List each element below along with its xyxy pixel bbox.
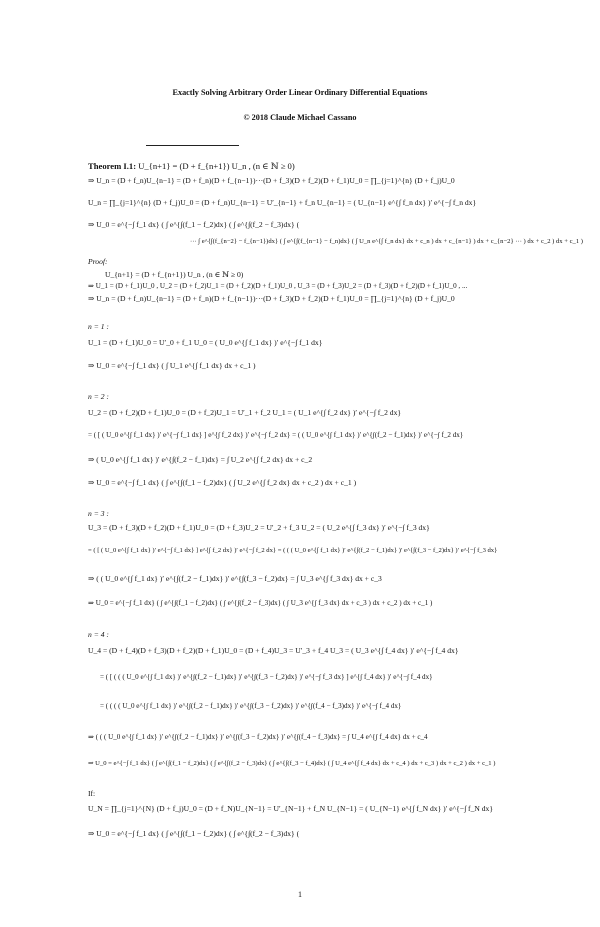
equation-line: ⇒ U_0 = e^{−∫ f_1 dx} ( ∫ e^{∫(f_1 − f_2)dx} ( ∫ e^{∫(f_2 − f_3)dx} ( ∫ U_3 e^{∫ f_3 dx} dx + c_3 ) dx + c_2 ) dx + c_1 ) xyxy=(88,599,433,607)
equation-line: ⇒ U_0 = e^{−∫ f_1 dx} ( ∫ e^{∫(f_1 − f_2)dx} ( ∫ e^{∫(f_2 − f_3)dx} ( ∫ e^{∫(f_3 − f_4)dx} ( ∫ U_4 e^{∫ f_4 dx} dx + c_4 ) dx + c_3 ) dx + c_2 ) dx + c_1 ) xyxy=(88,760,496,767)
equation-line: U_n = ∏_{j=1}^{n} (D + f_j)U_0 = (D + f_n)U_{n−1} = U′_{n−1} + f_n U_{n−1} = ( U_{n−1} e^{∫ f_n dx} )′ e^{−∫ f_n dx} xyxy=(88,198,477,207)
equation-line: = ( [ ( ( ( U_0 e^{∫ f_1 dx} )′ e^{∫(f_2 − f_1)dx} )′ e^{∫(f_3 − f_2)dx} )′ e^{−∫ f_3 dx} ] e^{∫ f_4 dx} )′ e^{−∫ f_4 dx} xyxy=(100,673,433,681)
equation-line: ⇒ U_0 = e^{−∫ f_1 dx} ( ∫ e^{∫(f_1 − f_2)dx} ( ∫ e^{∫(f_2 − f_3)dx} ( xyxy=(88,829,300,838)
author-line: © 2018 Claude Michael Cassano xyxy=(243,113,357,122)
equation-line: U_3 = (D + f_3)(D + f_2)(D + f_1)U_0 = (D + f_3)U_2 = U′_2 + f_3 U_2 = ( U_2 e^{∫ f_3 dx} )′ e^{−∫ f_3 dx} xyxy=(88,523,430,532)
theorem-label: Theorem I.1: xyxy=(88,161,137,171)
title-divider xyxy=(146,145,239,146)
equation-line: U_1 = (D + f_1)U_0 = U′_0 + f_1 U_0 = ( U_0 e^{∫ f_1 dx} )′ e^{−∫ f_1 dx} xyxy=(88,338,323,347)
equation-line: U_4 = (D + f_4)(D + f_3)(D + f_2)(D + f_1)U_0 = (D + f_4)U_3 = U′_3 + f_4 U_3 = ( U_3 e^{∫ f_4 dx} )′ e^{−∫ f_4 dx} xyxy=(88,646,459,655)
page-number: 1 xyxy=(298,890,302,899)
equation-line: = ( [ ( U_0 e^{∫ f_1 dx} )′ e^{−∫ f_1 dx} ] e^{∫ f_2 dx} )′ e^{−∫ f_2 dx} = ( ( ( U_0 e^{∫ f_1 dx} )′ e^{∫(f_2 − f_1)dx} )′ e^{∫(f_3 − f_2)dx} )′ e^{−∫ f_3 dx} xyxy=(88,547,498,554)
equation-line: = ( [ ( U_0 e^{∫ f_1 dx} )′ e^{−∫ f_1 dx} ] e^{∫ f_2 dx} )′ e^{−∫ f_2 dx} = ( ( U_0 e^{∫ f_1 dx} )′ e^{∫(f_2 − f_1)dx} )′ e^{−∫ f_2 dx} xyxy=(88,431,464,439)
equation-line: ⇒ U_0 = e^{−∫ f_1 dx} ( ∫ e^{∫(f_1 − f_2)dx} ( ∫ e^{∫(f_2 − f_3)dx} ( xyxy=(88,220,300,229)
proof-label: Proof: xyxy=(88,257,108,266)
equation-line: ⇒ ( U_0 e^{∫ f_1 dx} )′ e^{∫(f_2 − f_1)dx} = ∫ U_2 e^{∫ f_2 dx} dx + c_2 xyxy=(88,455,313,464)
theorem-statement: U_{n+1} = (D + f_{n+1}) U_n , (n ∈ ℕ ≥ 0) xyxy=(138,161,295,171)
equation-line: ⇒ U_n = (D + f_n)U_{n−1} = (D + f_n)(D + f_{n−1})···(D + f_3)(D + f_2)(D + f_1)U_0 = ∏_{j=1}^{n} (D + f_j)U_0 xyxy=(88,294,455,303)
equation-line: ⇒ U_1 = (D + f_1)U_0 , U_2 = (D + f_2)U_1 = (D + f_2)(D + f_1)U_0 , U_3 = (D + f_3)U_2 = (D + f_3)(D + f_2)(D + f_1)U_0 , ... xyxy=(88,282,468,290)
case-label: n = 2 : xyxy=(88,392,109,401)
equation-line: ⇒ U_n = (D + f_n)U_{n−1} = (D + f_n)(D + f_{n−1})···(D + f_3)(D + f_2)(D + f_1)U_0 = ∏_{j=1}^{n} (D + f_j)U_0 xyxy=(88,176,455,185)
case-label: n = 3 : xyxy=(88,509,109,518)
case-label: n = 4 : xyxy=(88,630,109,639)
equation-line: ⇒ U_0 = e^{−∫ f_1 dx} ( ∫ e^{∫(f_1 − f_2)dx} ( ∫ U_2 e^{∫ f_2 dx} dx + c_2 ) dx + c_1 ) xyxy=(88,478,357,487)
case-label: n = 1 : xyxy=(88,322,109,331)
equation-line: ⇒ U_0 = e^{−∫ f_1 dx} ( ∫ U_1 e^{∫ f_1 dx} dx + c_1 ) xyxy=(88,361,256,370)
equation-line: U_{n+1} = (D + f_{n+1}) U_n , (n ∈ ℕ ≥ 0) xyxy=(105,270,244,279)
equation-line: ⇒ ( ( U_0 e^{∫ f_1 dx} )′ e^{∫(f_2 − f_1)dx} )′ e^{∫(f_3 − f_2)dx} = ∫ U_3 e^{∫ f_3 dx} dx + c_3 xyxy=(88,574,382,583)
paper-title: Exactly Solving Arbitrary Order Linear Ordinary Differential Equations xyxy=(172,88,428,97)
case-label: If: xyxy=(88,789,96,798)
equation-line: U_2 = (D + f_2)(D + f_1)U_0 = (D + f_2)U_1 = U′_1 + f_2 U_1 = ( U_1 e^{∫ f_2 dx} )′ e^{−∫ f_2 dx} xyxy=(88,408,402,417)
equation-line: ⇒ ( ( ( U_0 e^{∫ f_1 dx} )′ e^{∫(f_2 − f_1)dx} )′ e^{∫(f_3 − f_2)dx} )′ e^{∫(f_4 − f_3)dx} = ∫ U_4 e^{∫ f_4 dx} dx + c_4 xyxy=(88,733,428,741)
equation-line: U_N = ∏_{j=1}^{N} (D + f_j)U_0 = (D + f_N)U_{N−1} = U′_{N−1} + f_N U_{N−1} = ( U_{N−1} e^{∫ f_N dx} )′ e^{−∫ f_N dx} xyxy=(88,804,493,813)
equation-line: = ( ( ( ( U_0 e^{∫ f_1 dx} )′ e^{∫(f_2 − f_1)dx} )′ e^{∫(f_3 − f_2)dx} )′ e^{∫(f_4 − f_3)dx} )′ e^{−∫ f_4 dx} xyxy=(100,702,402,710)
equation-line: ··· ∫ e^{∫(f_{n−2} − f_{n−1})dx} ( ∫ e^{∫(f_{n−1} − f_n)dx} ( ∫ U_n e^{∫ f_n dx} dx + c_n ) dx + c_{n−1} ) dx + c_{n−2} ··· ) dx + c_2 ) dx + c_1 ) xyxy=(190,238,583,245)
theorem-line xyxy=(88,162,295,171)
